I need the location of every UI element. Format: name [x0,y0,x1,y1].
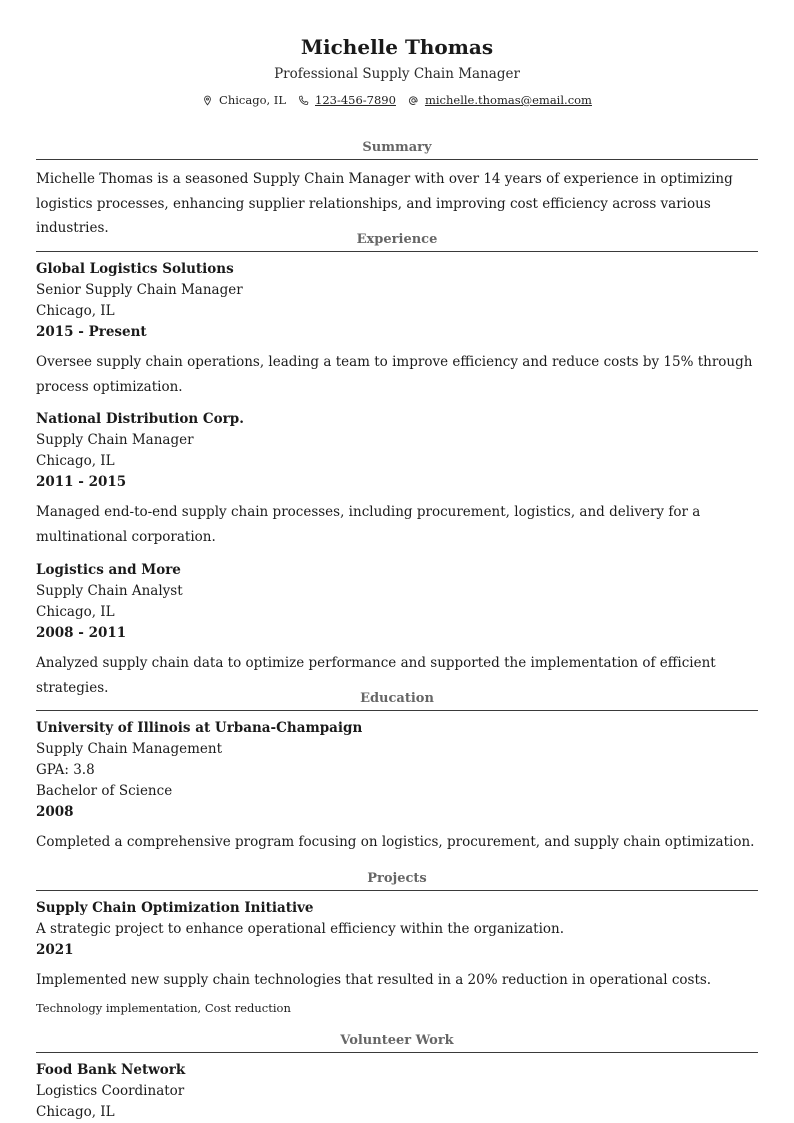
education-degree: Bachelor of Science [36,783,173,799]
experience-dates: 2015 - Present [36,324,147,340]
section-divider [36,159,758,160]
section-divider [36,1052,758,1053]
phone-icon [298,95,309,106]
location-pin-icon [202,95,213,106]
experience-position: Supply Chain Analyst [36,583,183,599]
volunteer-location: Chicago, IL [36,1104,115,1120]
section-heading-summary: Summary [362,140,432,155]
volunteer-organization: Food Bank Network [36,1062,186,1078]
education-field: Supply Chain Management [36,741,222,757]
section-heading-projects: Projects [367,871,427,886]
experience-location: Chicago, IL [36,303,115,319]
experience-description: Managed end-to-end supply chain processes, including procurement, logistics, and delivery for a multinational corporation. [36,504,701,545]
phone-link[interactable]: 123-456-7890 [315,93,396,107]
section-divider [36,251,758,252]
section-heading-volunteer: Volunteer Work [340,1033,454,1048]
experience-position: Senior Supply Chain Manager [36,282,243,298]
experience-location: Chicago, IL [36,453,115,469]
section-divider [36,710,758,711]
at-sign-icon [408,95,419,106]
experience-description: Analyzed supply chain data to optimize performance and supported the implementation of efficient strategies. [36,655,716,696]
project-description: Implemented new supply chain technologies that resulted in a 20% reduction in operational costs. [36,972,712,988]
volunteer-position: Logistics Coordinator [36,1083,185,1099]
section-heading-experience: Experience [356,232,438,247]
experience-company: Logistics and More [36,562,181,578]
contact-location [202,93,286,107]
section-heading-education: Education [360,691,434,706]
experience-location: Chicago, IL [36,604,115,620]
experience-description: Oversee supply chain operations, leading a team to improve efficiency and reduce costs by 15% through process optimization. [36,354,753,395]
education-description: Completed a comprehensive program focusing on logistics, procurement, and supply chain optimization. [36,834,755,850]
experience-position: Supply Chain Manager [36,432,194,448]
contact-bar [0,93,794,107]
candidate-name: Michelle Thomas [300,35,494,59]
project-summary: A strategic project to enhance operational efficiency within the organization. [36,921,565,937]
project-name: Supply Chain Optimization Initiative [36,900,314,916]
candidate-title: Professional Supply Chain Manager [274,66,520,82]
education-gpa: GPA: 3.8 [36,762,95,778]
location-text: Chicago, IL [219,93,286,107]
education-institution: University of Illinois at Urbana-Champaign [36,720,363,736]
experience-company: Global Logistics Solutions [36,261,234,277]
experience-dates: 2011 - 2015 [36,474,127,490]
project-keywords: Technology implementation, Cost reduction [36,1001,291,1015]
education-year: 2008 [36,804,74,820]
project-year: 2021 [36,942,74,958]
section-divider [36,890,758,891]
experience-dates: 2008 - 2011 [36,625,127,641]
contact-phone[interactable] [298,93,396,107]
summary-text: Michelle Thomas is a seasoned Supply Chain Manager with over 14 years of experience in optimizing logistics processes, enhancing supplier relationships, and improving cost efficiency across various industries. [36,171,733,236]
experience-company: National Distribution Corp. [36,411,244,427]
contact-email[interactable] [408,93,592,107]
email-link[interactable]: michelle.thomas@email.com [424,93,592,107]
